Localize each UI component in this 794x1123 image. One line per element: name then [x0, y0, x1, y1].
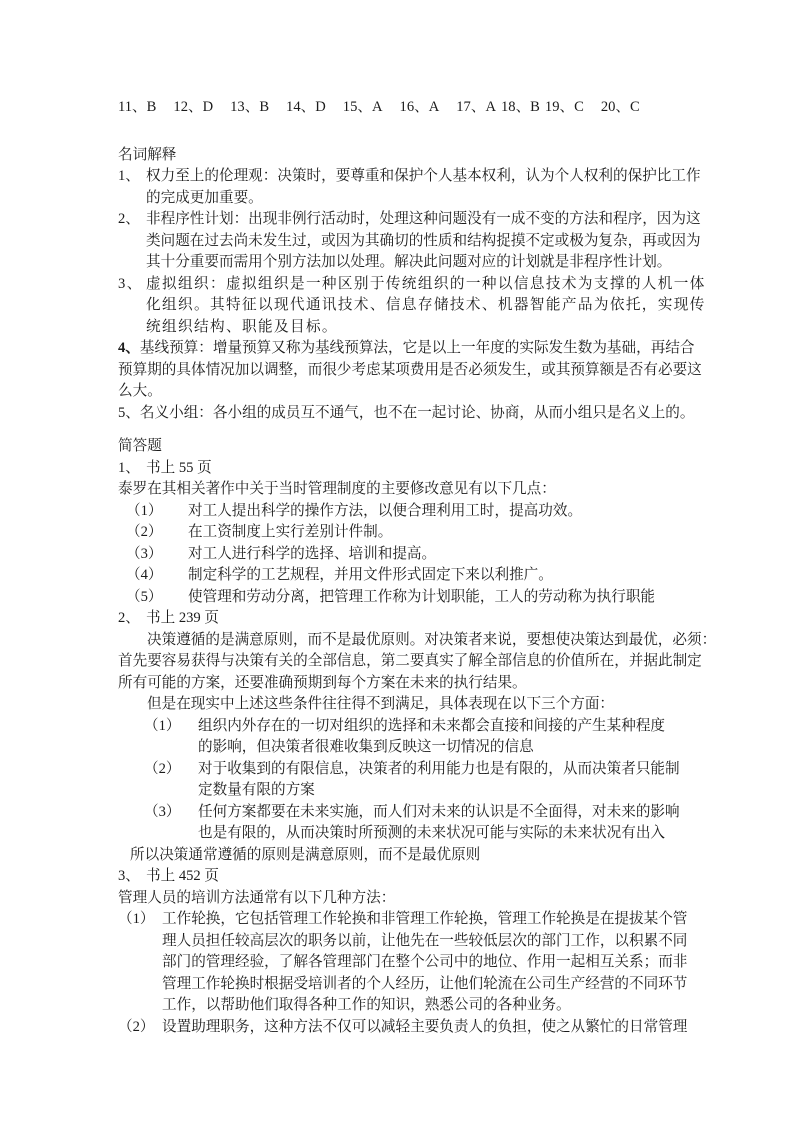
question-title [118, 608, 684, 630]
item-text: 虚拟组织：虚拟组织是一种区别于传统组织的一种以信息技术为支撑的人机一体 [146, 275, 706, 292]
list-marker: （1） [144, 717, 181, 734]
list-text: 组织内外存在的一切对组织的选择和未来都会直接和间接的产生某种程度 [198, 717, 666, 734]
list-item [118, 501, 684, 523]
question-title [118, 866, 684, 888]
conclusion-line: 所以决策通常遵循的原则是满意原则，而不是最优原则 [130, 846, 481, 863]
glossary-item-2 [118, 209, 701, 274]
item-line [118, 274, 706, 296]
answer-entry: 19、C [544, 99, 584, 115]
list-text: 对于收集到的有限信息，决策者的利用能力也是有限的，从而决策者只能制 [198, 760, 680, 777]
list-text: 工作轮换，它包括管理工作轮换和非管理工作轮换，管理工作轮换是在提拔某个管 [162, 911, 688, 927]
list-marker: （1） [118, 911, 155, 927]
item-line [118, 166, 701, 188]
glossary-item-1 [118, 166, 701, 209]
list-text: 使管理和劳动分离，把管理工作称为计划职能，工人的劳动称为执行职能 [188, 588, 656, 605]
list-item [118, 565, 684, 587]
list-text: 设置助理职务，这种方法不仅可以减轻主要负责人的负担，使之从繁忙的日常管理 [162, 1018, 688, 1035]
paragraph-line: 决策遵循的是满意原则，而不是最优原则。对决策者来说，要想使决策达到最优，必须： [147, 631, 717, 648]
glossary-item-3 [118, 274, 706, 339]
list-marker: （5） [126, 588, 163, 605]
item-line: 么大。 [118, 383, 162, 399]
list-item [118, 1017, 688, 1039]
question-page-ref: 书上 55 页 [146, 459, 212, 476]
question-number: 1、 [118, 459, 140, 476]
question-3 [118, 866, 688, 1038]
list-item-continuation: 的影响，但决策者很难收集到反映这一切情况的信息 [198, 739, 534, 755]
item-line: 预算期的具体情况加以调整，而很少考虑某项费用是否必须发生，或其预算额是否有必要这 [118, 361, 702, 378]
question-intro: 管理人员的培训方法通常有以下几种方法： [118, 889, 396, 906]
list-item-continuation: 也是有限的，从而决策时所预测的未来状况可能与实际的未来状况有出入 [198, 825, 666, 841]
list-marker: （2） [144, 760, 181, 777]
question-2 [118, 608, 717, 866]
section-heading-glossary: 名词解释 [118, 146, 177, 163]
question-intro: 泰罗在其相关著作中关于当时管理制度的主要修改意见有以下几点： [118, 481, 556, 497]
item-line: 类问题在过去尚未发生过，或因为其确切的性质和结构捉摸不定或极为复杂，再或因为 [146, 232, 701, 249]
section-gap [118, 424, 684, 436]
item-line: 其十分重要而需用个别方法加以处理。解决此问题对应的计划就是非程序性计划。 [146, 254, 672, 270]
answer-entry: 13、B [230, 99, 270, 115]
item-text: 名义小组：各小组的成员互不通气，也不在一起讨论、协商，从而小组只是名义上的。 [139, 404, 695, 421]
answer-entry: 15、A [342, 99, 383, 115]
list-item [118, 587, 684, 609]
list-item-continuation: 定数量有限的方案 [198, 782, 315, 798]
item-line: 化组织。其特征以现代通讯技术、信息存储技术、机器智能产品为依托，实现传 [146, 297, 706, 313]
answer-entry: 18、B [500, 99, 540, 115]
answer-entry: 17、A [456, 99, 496, 115]
list-marker: （2） [118, 1018, 155, 1035]
glossary-item-4 [118, 338, 702, 403]
list-marker: （3） [144, 803, 181, 820]
item-line [118, 209, 701, 231]
question-1 [118, 458, 684, 609]
list-text: 任何方案都要在未来实施，而人们对未来的认识是不全面得，对未来的影响 [198, 803, 680, 820]
item-line: 的完成更加重要。 [146, 189, 263, 206]
answer-entry: 11、B [118, 99, 157, 115]
list-item [118, 716, 684, 738]
list-item-continuation: 工作，以帮助他们取得各种工作的知识，熟悉公司的各种业务。 [162, 997, 571, 1013]
list-item [118, 522, 684, 544]
paragraph-line: 首先要容易获得与决策有关的全部信息，第二要真实了解全部信息的价值所在，并据此制定 [118, 653, 702, 669]
section-heading-short-answer: 简答题 [118, 438, 162, 454]
list-text: 在工资制度上实行差别计件制。 [188, 524, 393, 540]
list-item [118, 544, 684, 566]
paragraph-line: 但是在现实中上述这些条件往往得不到满足，具体表现在以下三个方面： [147, 696, 615, 712]
list-item-continuation: 部门的管理经验，了解各管理部门在整个公司中的地位、作用一起相互关系；而非 [162, 954, 688, 970]
list-text: 制定科学的工艺规程，并用文件形式固定下来以利推广。 [188, 567, 553, 583]
list-item [118, 802, 684, 824]
answer-entry: 12、D [173, 99, 214, 115]
item-marker: 2、 [118, 211, 140, 227]
list-marker: （4） [126, 567, 163, 583]
answer-entry: 20、C [600, 99, 640, 115]
paragraph-line: 所有可能的方案，还要准确预期到每个方案在未来的执行结果。 [118, 674, 527, 691]
list-item [118, 909, 688, 931]
item-marker: 4、 [118, 340, 140, 356]
item-text: 非程序性计划：出现非例行活动时，处理这种问题没有一成不变的方法和程序，因为这 [146, 211, 701, 227]
question-page-ref: 书上 452 页 [146, 868, 219, 884]
list-item-continuation: 管理工作轮换时根据受培训者的个人经历，让他们轮流在公司生产经营的不同环节 [162, 975, 688, 992]
glossary-item-5 [118, 403, 695, 425]
item-marker: 3、 [118, 275, 143, 292]
item-marker: 1、 [118, 168, 140, 184]
question-number: 2、 [118, 610, 140, 626]
question-title [118, 458, 684, 480]
section-gap [118, 119, 684, 145]
list-marker: （3） [126, 545, 163, 562]
answer-entry: 16、A [399, 99, 440, 115]
list-marker: （1） [126, 502, 163, 519]
item-line: 统组织结构、职能及目标。 [146, 318, 338, 335]
list-text: 对工人进行科学的选择、培训和提高。 [188, 545, 437, 562]
question-number: 3、 [118, 868, 140, 884]
list-item-continuation: 理人员担任较高层次的职务以前，让他先在一些较低层次的部门工作，以积累不同 [162, 932, 688, 949]
list-marker: （2） [126, 524, 163, 540]
question-page-ref: 书上 239 页 [146, 610, 219, 626]
answer-entry: 14、D [286, 99, 326, 115]
item-line [118, 403, 695, 425]
item-text: 权力至上的伦理观：决策时，要尊重和保护个人基本权利，认为个人权利的保护比工作 [146, 168, 701, 184]
item-marker: 5、 [118, 404, 140, 421]
answer-key-row [118, 97, 684, 119]
list-item [118, 759, 684, 781]
item-line [118, 338, 695, 360]
list-text: 对工人提出科学的操作方法，以便合理利用工时，提高功效。 [188, 502, 583, 519]
item-text: 基线预算：增量预算又称为基线预算法，它是以上一年度的实际发生数为基础，再结合 [139, 340, 695, 356]
